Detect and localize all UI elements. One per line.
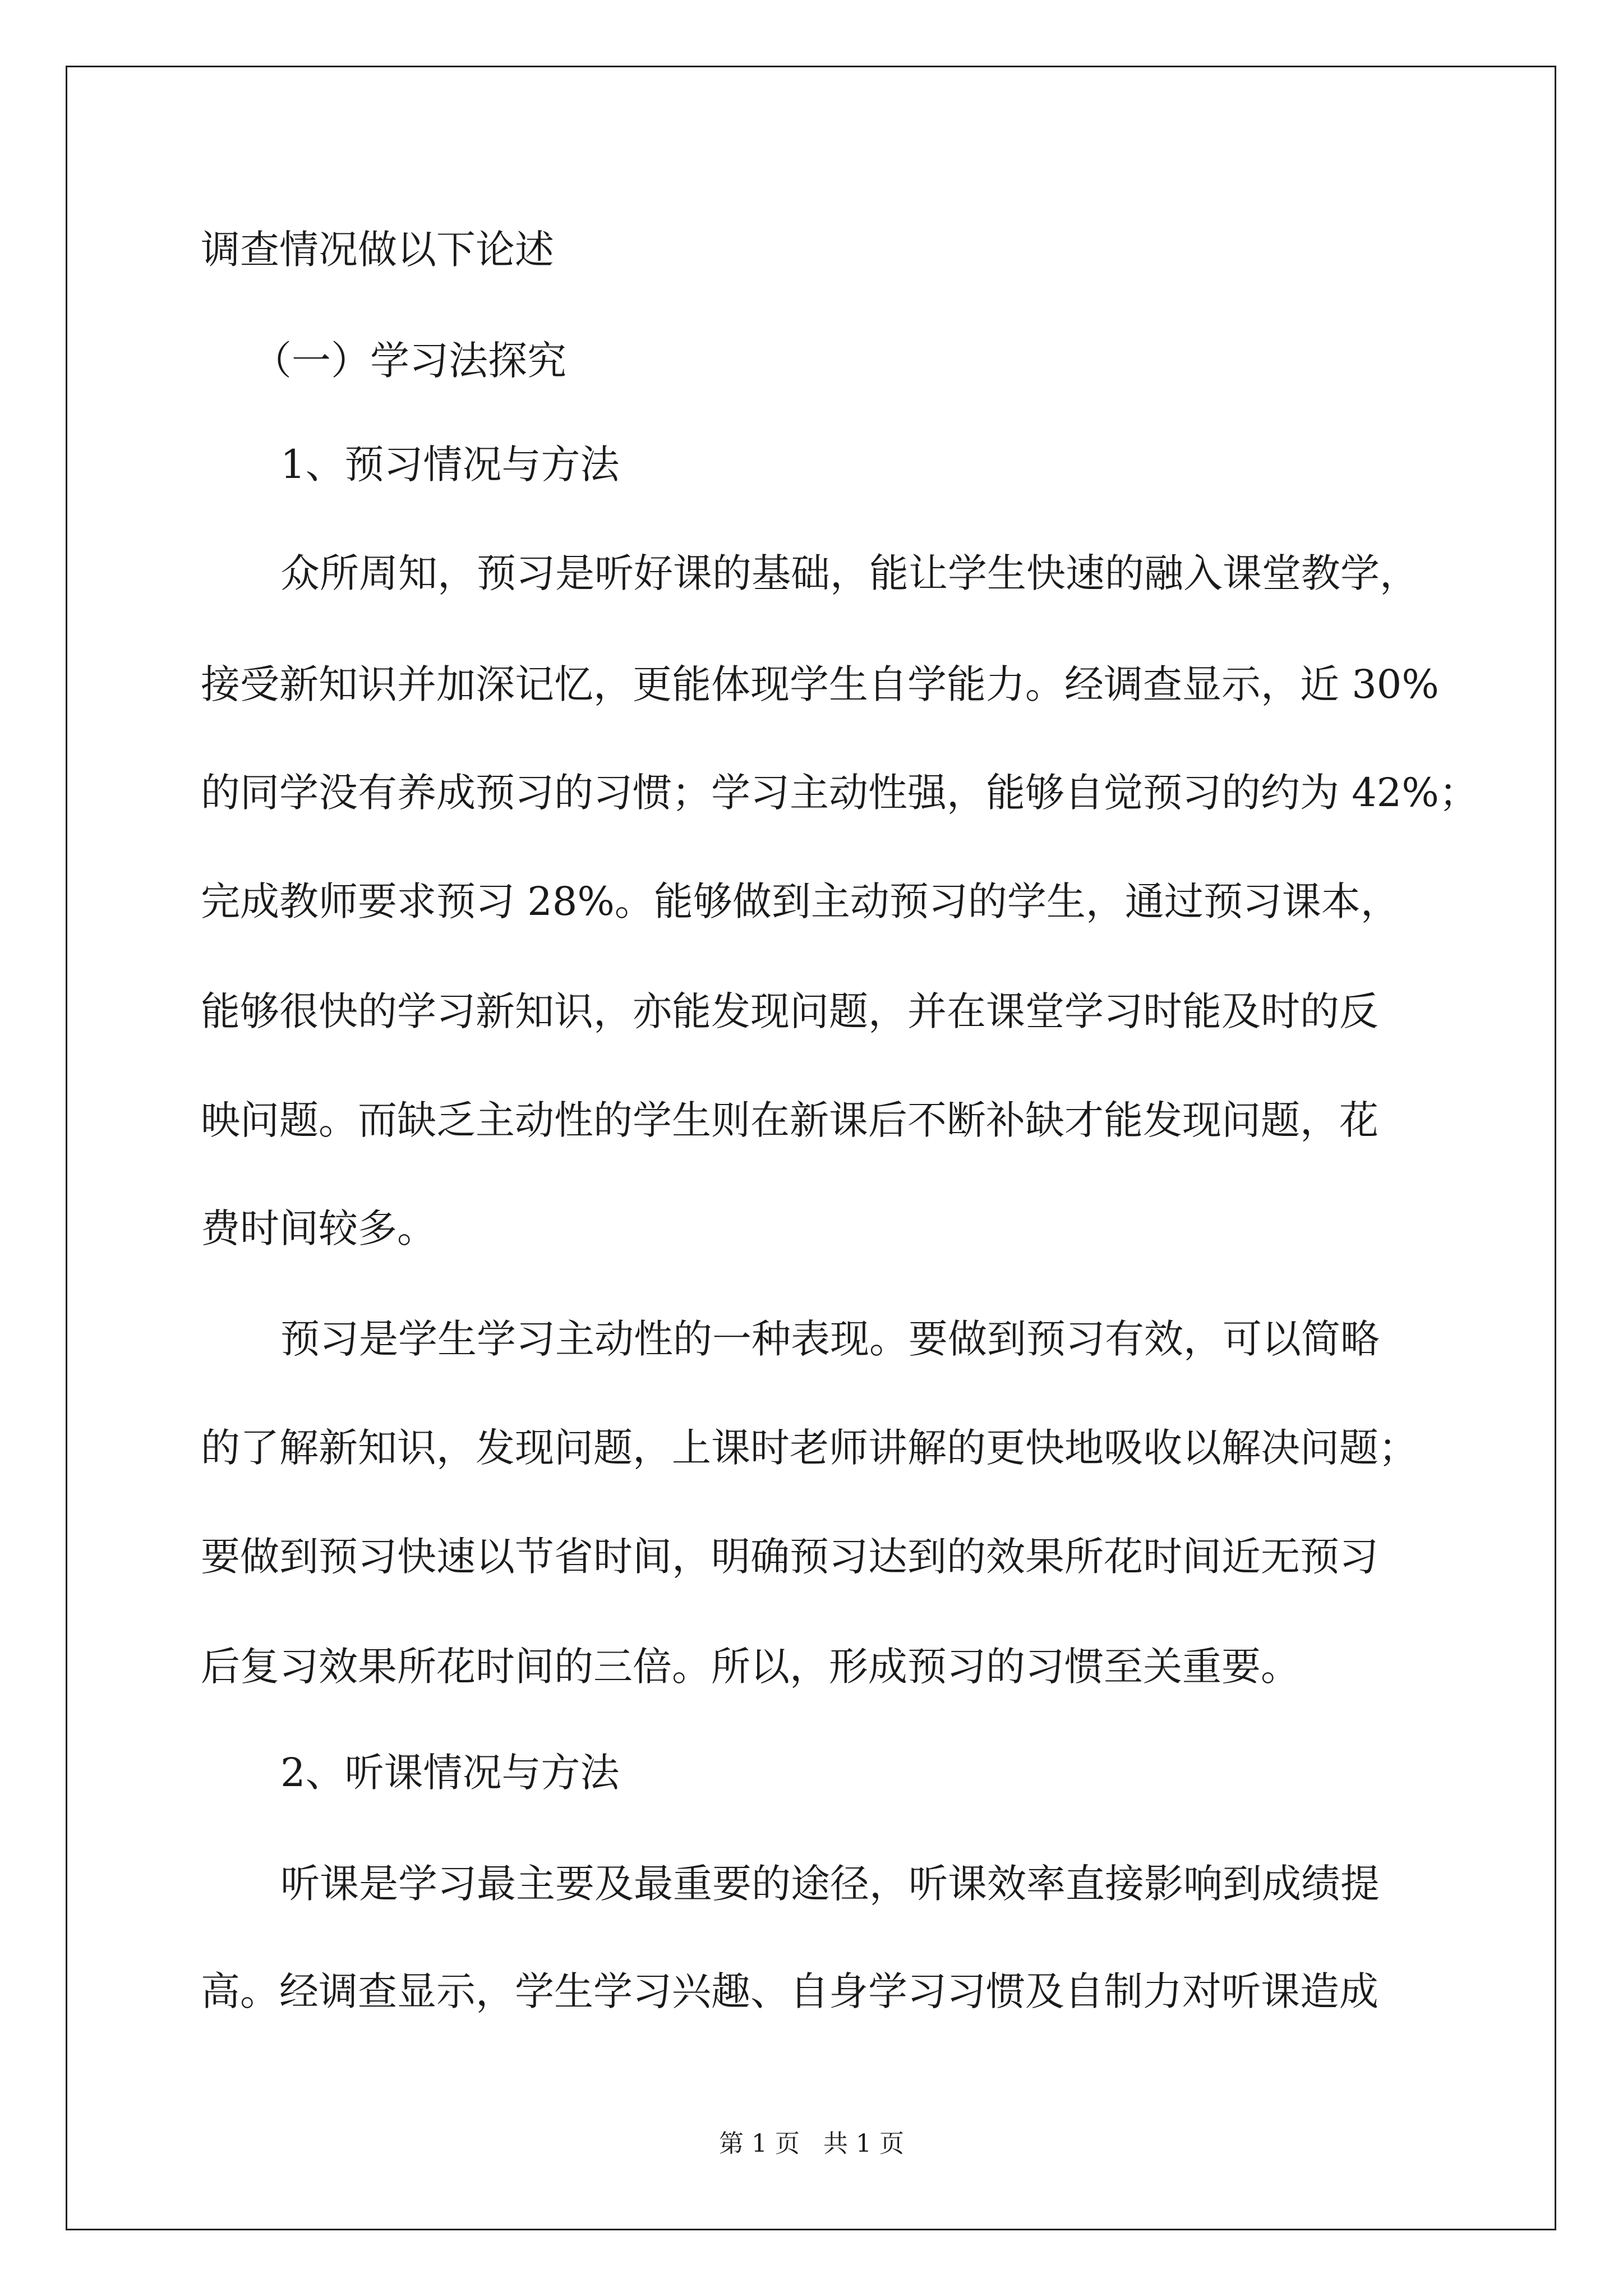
subsection-heading: 1、预习情况与方法 [280,441,620,487]
subsection-heading: 2、听课情况与方法 [280,1750,620,1796]
section-heading: （一）学习法探究 [252,338,566,384]
text-line: 能够很快的学习新知识，亦能发现问题，并在课堂学习时能及时的反 [201,988,1378,1034]
text-line: 的同学没有养成预习的习惯；学习主动性强，能够自觉预习的约为 42%； [201,770,1478,816]
text-line: 的了解新知识，发现问题，上课时老师讲解的更快地吸收以解决问题； [201,1425,1418,1471]
text-line: 后复习效果所花时间的三倍。所以，形成预习的习惯至关重要。 [201,1644,1300,1690]
text-line: 完成教师要求预习 28%。能够做到主动预习的学生，通过预习课本， [201,878,1400,924]
text-line: 映问题。而缺乏主动性的学生则在新课后不断补缺才能发现问题，花 [201,1097,1378,1143]
text-line: 听课是学习最主要及最重要的途径，听课效率直接影响到成绩提 [280,1861,1380,1907]
text-line: 费时间较多。 [201,1205,436,1251]
text-line: 要做到预习快速以节省时间，明确预习达到的效果所花时间近无预习 [201,1534,1378,1580]
text-line: 预习是学生学习主动性的一种表现。要做到预习有效，可以简略 [280,1316,1380,1362]
page-footer: 第 1 页 共 1 页 [719,2129,904,2158]
text-line: 接受新知识并加深记忆，更能体现学生自学能力。经调查显示，近 30% [201,661,1439,707]
text-line: 调查情况做以下论述 [201,227,554,273]
text-line: 众所周知，预习是听好课的基础，能让学生快速的融入课堂教学， [280,550,1419,596]
text-line: 高。经调查显示，学生学习兴趣、自身学习习惯及自制力对听课造成 [201,1968,1378,2014]
